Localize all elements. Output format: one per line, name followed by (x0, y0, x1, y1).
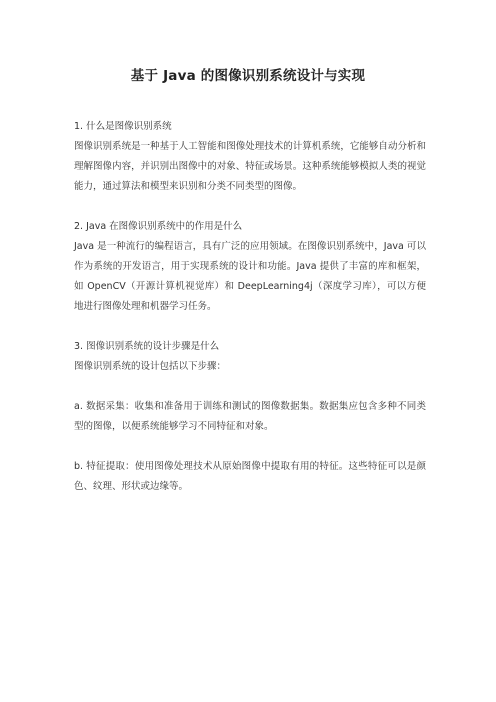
document-title: 基于 Java 的图像识别系统设计与实现 (130, 68, 366, 84)
section-heading: 3. 图像识别系统的设计步骤是什么 (74, 341, 220, 352)
section-paragraph: b. 特征提取：使用图像处理技术从原始图像中提取有用的特征。这些特征可以是颜色、纹理、形状或边缘等。 (74, 461, 426, 492)
section-2 (74, 217, 426, 317)
section-1 (74, 117, 426, 197)
section-heading: 2. Java 在图像识别系统中的作用是什么 (74, 221, 243, 232)
section-heading: 1. 什么是图像识别系统 (74, 121, 172, 132)
section-paragraph: a. 数据采集：收集和准备用于训练和测试的图像数据集。数据集应包含多种不同类型的图像，以便系统能够学习不同特征和对象。 (74, 401, 426, 432)
section-paragraph: 图像识别系统的设计包括以下步骤： (74, 361, 227, 372)
section-paragraph: 图像识别系统是一种基于人工智能和图像处理技术的计算机系统，它能够自动分析和理解图像内容，并识别出图像中的对象、特征或场景。这种系统能够模拟人类的视觉能力，通过算法和模型来识别和分类不同类型的图像。 (74, 141, 426, 192)
section-3 (74, 337, 426, 497)
section-paragraph: Java 是一种流行的编程语言，具有广泛的应用领域。在图像识别系统中，Java 可以作为系统的开发语言，用于实现系统的设计和功能。Java 提供了丰富的库和框架，如 OpenCV（开源计算机视觉库）和 DeepLearning4j（深度学习库），可以方便地进行图像处理和机器学习任务。 (74, 241, 426, 312)
document-body (74, 117, 426, 497)
